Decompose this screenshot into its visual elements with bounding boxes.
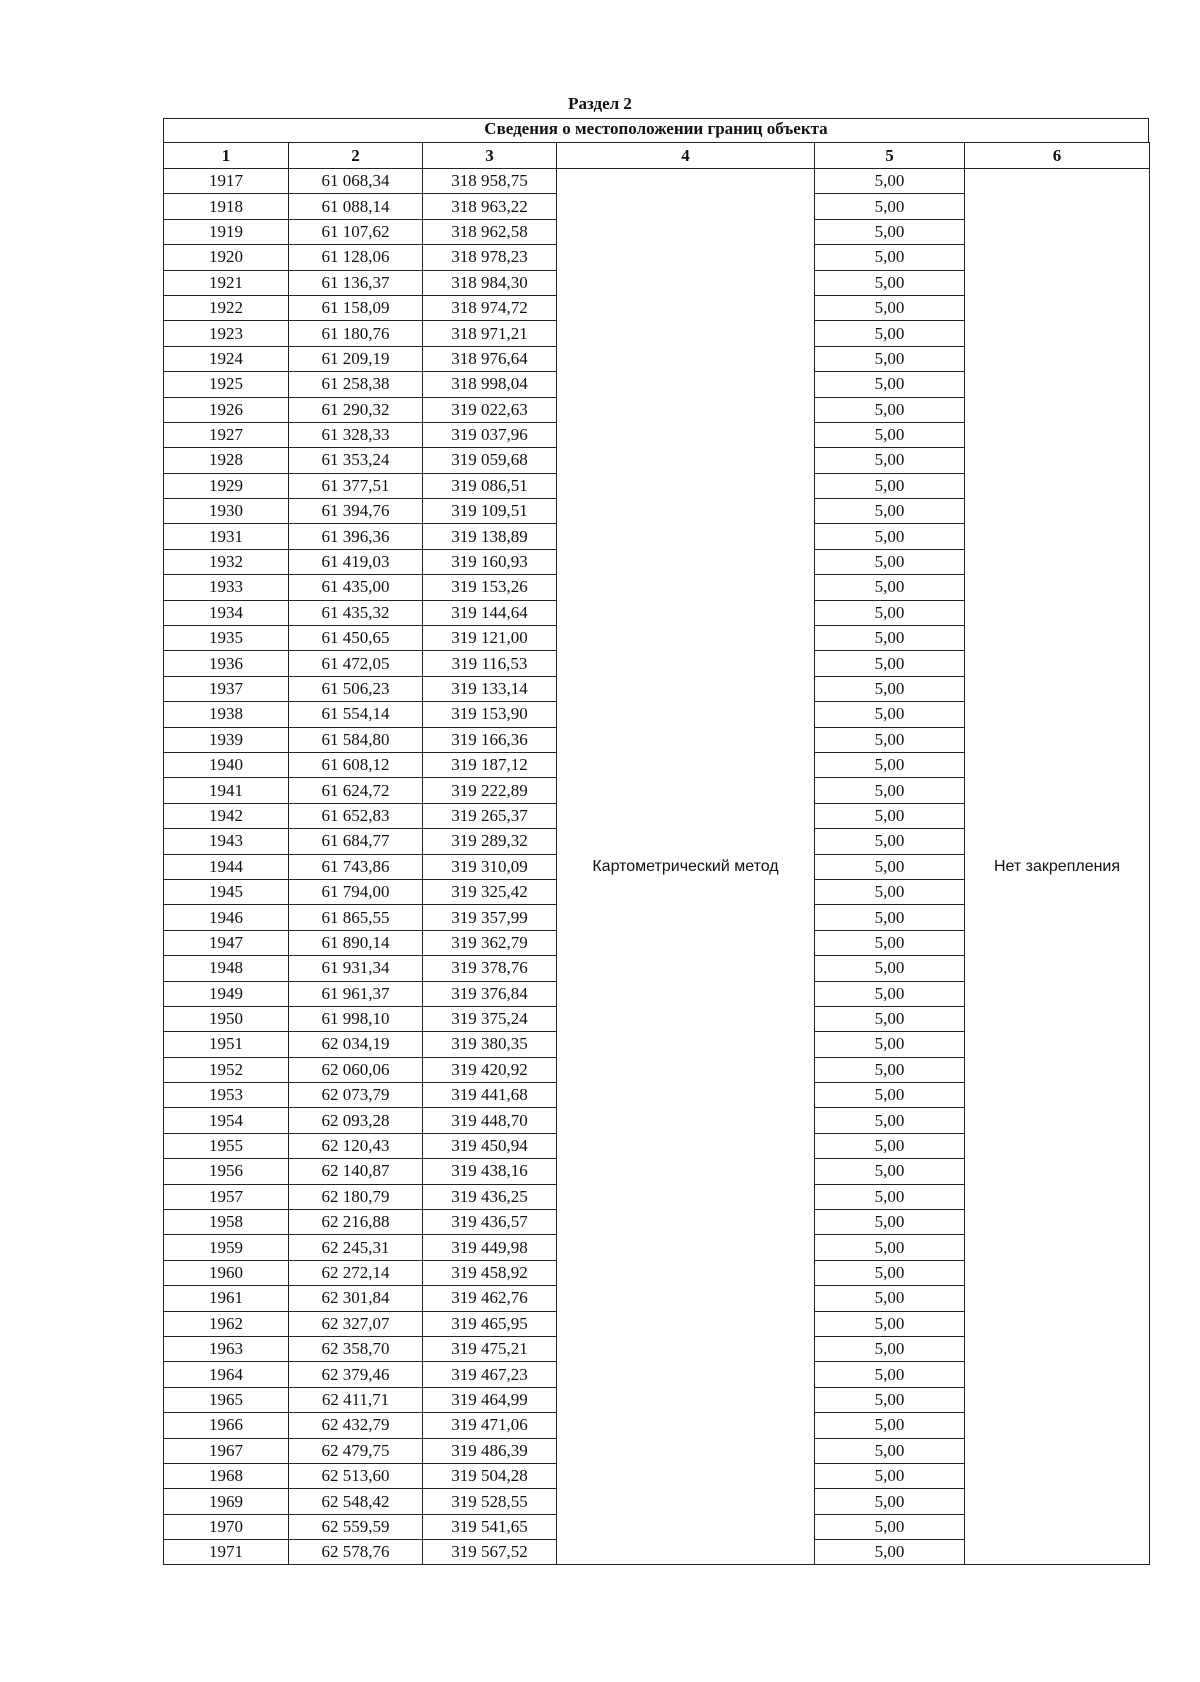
accuracy-value: 5,00 — [815, 245, 965, 270]
coordinate-x: 61 890,14 — [289, 930, 423, 955]
point-number: 1961 — [164, 1286, 289, 1311]
coordinate-y: 319 362,79 — [423, 930, 557, 955]
coordinate-y: 318 976,64 — [423, 346, 557, 371]
point-number: 1922 — [164, 295, 289, 320]
point-number: 1918 — [164, 194, 289, 219]
coordinate-y: 319 436,25 — [423, 1184, 557, 1209]
accuracy-value: 5,00 — [815, 295, 965, 320]
coordinate-x: 61 353,24 — [289, 448, 423, 473]
point-number: 1957 — [164, 1184, 289, 1209]
coordinate-y: 318 971,21 — [423, 321, 557, 346]
boundary-coordinates-table — [163, 142, 1150, 1565]
coordinate-y: 319 528,55 — [423, 1489, 557, 1514]
accuracy-value: 5,00 — [815, 194, 965, 219]
coordinate-y: 318 984,30 — [423, 270, 557, 295]
accuracy-value: 5,00 — [815, 676, 965, 701]
accuracy-value: 5,00 — [815, 1438, 965, 1463]
accuracy-value: 5,00 — [815, 219, 965, 244]
point-number: 1953 — [164, 1083, 289, 1108]
coordinate-y: 319 325,42 — [423, 879, 557, 904]
point-number: 1963 — [164, 1336, 289, 1361]
point-number: 1970 — [164, 1514, 289, 1539]
point-number: 1954 — [164, 1108, 289, 1133]
accuracy-value: 5,00 — [815, 321, 965, 346]
point-number: 1937 — [164, 676, 289, 701]
point-number: 1962 — [164, 1311, 289, 1336]
point-number: 1951 — [164, 1032, 289, 1057]
coordinate-y: 319 567,52 — [423, 1540, 557, 1565]
coordinate-x: 62 093,28 — [289, 1108, 423, 1133]
method-cell: Картометрический метод — [557, 169, 815, 1565]
coordinate-x: 61 652,83 — [289, 803, 423, 828]
coordinate-x: 61 506,23 — [289, 676, 423, 701]
point-number: 1945 — [164, 879, 289, 904]
section-title: Раздел 2 — [568, 94, 632, 113]
coordinate-x: 62 548,42 — [289, 1489, 423, 1514]
coordinate-y: 319 475,21 — [423, 1336, 557, 1361]
coordinate-x: 61 435,00 — [289, 575, 423, 600]
point-number: 1935 — [164, 626, 289, 651]
coordinate-y: 319 153,90 — [423, 702, 557, 727]
coordinate-x: 61 684,77 — [289, 829, 423, 854]
coordinate-x: 61 290,32 — [289, 397, 423, 422]
coordinate-y: 319 420,92 — [423, 1057, 557, 1082]
coordinate-y: 319 222,89 — [423, 778, 557, 803]
accuracy-value: 5,00 — [815, 1311, 965, 1336]
coordinate-y: 318 958,75 — [423, 169, 557, 194]
accuracy-value: 5,00 — [815, 1286, 965, 1311]
accuracy-value: 5,00 — [815, 727, 965, 752]
coordinate-y: 319 166,36 — [423, 727, 557, 752]
point-number: 1919 — [164, 219, 289, 244]
coordinate-x: 62 140,87 — [289, 1159, 423, 1184]
coordinate-y: 318 974,72 — [423, 295, 557, 320]
coordinate-y: 318 998,04 — [423, 372, 557, 397]
coordinate-x: 61 128,06 — [289, 245, 423, 270]
point-number: 1955 — [164, 1133, 289, 1158]
point-number: 1924 — [164, 346, 289, 371]
coordinate-y: 319 449,98 — [423, 1235, 557, 1260]
coordinate-x: 62 216,88 — [289, 1210, 423, 1235]
accuracy-value: 5,00 — [815, 854, 965, 879]
coordinate-x: 62 559,59 — [289, 1514, 423, 1539]
accuracy-value: 5,00 — [815, 956, 965, 981]
coordinate-y: 319 464,99 — [423, 1387, 557, 1412]
coordinate-x: 62 358,70 — [289, 1336, 423, 1361]
coordinate-y: 319 116,53 — [423, 651, 557, 676]
coordinate-x: 62 379,46 — [289, 1362, 423, 1387]
accuracy-value: 5,00 — [815, 1184, 965, 1209]
coordinate-x: 61 931,34 — [289, 956, 423, 981]
coordinate-y: 319 436,57 — [423, 1210, 557, 1235]
coordinate-x: 62 301,84 — [289, 1286, 423, 1311]
coordinate-y: 319 109,51 — [423, 499, 557, 524]
coordinate-y: 319 153,26 — [423, 575, 557, 600]
accuracy-value: 5,00 — [815, 448, 965, 473]
coordinate-x: 61 328,33 — [289, 422, 423, 447]
coordinate-y: 319 059,68 — [423, 448, 557, 473]
accuracy-value: 5,00 — [815, 626, 965, 651]
point-number: 1932 — [164, 549, 289, 574]
coordinate-y: 319 022,63 — [423, 397, 557, 422]
point-number: 1971 — [164, 1540, 289, 1565]
accuracy-value: 5,00 — [815, 752, 965, 777]
point-number: 1948 — [164, 956, 289, 981]
coordinate-y: 318 978,23 — [423, 245, 557, 270]
accuracy-value: 5,00 — [815, 422, 965, 447]
accuracy-value: 5,00 — [815, 1387, 965, 1412]
accuracy-value: 5,00 — [815, 600, 965, 625]
accuracy-value: 5,00 — [815, 778, 965, 803]
point-number: 1930 — [164, 499, 289, 524]
accuracy-value: 5,00 — [815, 499, 965, 524]
accuracy-value: 5,00 — [815, 473, 965, 498]
point-number: 1969 — [164, 1489, 289, 1514]
coordinate-x: 61 377,51 — [289, 473, 423, 498]
point-number: 1965 — [164, 1387, 289, 1412]
coordinate-x: 61 180,76 — [289, 321, 423, 346]
point-number: 1933 — [164, 575, 289, 600]
point-number: 1931 — [164, 524, 289, 549]
accuracy-value: 5,00 — [815, 397, 965, 422]
accuracy-value: 5,00 — [815, 1006, 965, 1031]
coordinate-x: 62 034,19 — [289, 1032, 423, 1057]
accuracy-value: 5,00 — [815, 1336, 965, 1361]
accuracy-value: 5,00 — [815, 1057, 965, 1082]
accuracy-value: 5,00 — [815, 905, 965, 930]
column-header-3: 3 — [423, 143, 557, 169]
accuracy-value: 5,00 — [815, 1083, 965, 1108]
coordinate-y: 319 121,00 — [423, 626, 557, 651]
point-number: 1929 — [164, 473, 289, 498]
coordinate-y: 319 289,32 — [423, 829, 557, 854]
point-number: 1920 — [164, 245, 289, 270]
coordinate-y: 319 376,84 — [423, 981, 557, 1006]
coordinate-y: 318 962,58 — [423, 219, 557, 244]
point-number: 1940 — [164, 752, 289, 777]
accuracy-value: 5,00 — [815, 981, 965, 1006]
accuracy-value: 5,00 — [815, 1235, 965, 1260]
point-number: 1939 — [164, 727, 289, 752]
point-number: 1967 — [164, 1438, 289, 1463]
point-number: 1949 — [164, 981, 289, 1006]
point-number: 1925 — [164, 372, 289, 397]
accuracy-value: 5,00 — [815, 651, 965, 676]
coordinate-y: 319 380,35 — [423, 1032, 557, 1057]
accuracy-value: 5,00 — [815, 803, 965, 828]
accuracy-value: 5,00 — [815, 1540, 965, 1565]
coordinate-y: 319 441,68 — [423, 1083, 557, 1108]
column-header-5: 5 — [815, 143, 965, 169]
accuracy-value: 5,00 — [815, 524, 965, 549]
point-number: 1944 — [164, 854, 289, 879]
point-number: 1921 — [164, 270, 289, 295]
accuracy-value: 5,00 — [815, 1133, 965, 1158]
point-number: 1938 — [164, 702, 289, 727]
coordinate-y: 319 465,95 — [423, 1311, 557, 1336]
point-number: 1960 — [164, 1260, 289, 1285]
accuracy-value: 5,00 — [815, 346, 965, 371]
coordinate-x: 61 961,37 — [289, 981, 423, 1006]
accuracy-value: 5,00 — [815, 1489, 965, 1514]
coordinate-x: 62 060,06 — [289, 1057, 423, 1082]
point-number: 1959 — [164, 1235, 289, 1260]
coordinate-y: 319 450,94 — [423, 1133, 557, 1158]
accuracy-value: 5,00 — [815, 1032, 965, 1057]
coordinate-y: 319 160,93 — [423, 549, 557, 574]
accuracy-value: 5,00 — [815, 270, 965, 295]
coordinate-x: 61 554,14 — [289, 702, 423, 727]
coordinate-x: 62 073,79 — [289, 1083, 423, 1108]
coordinate-x: 61 472,05 — [289, 651, 423, 676]
accuracy-value: 5,00 — [815, 1260, 965, 1285]
coordinate-y: 319 471,06 — [423, 1413, 557, 1438]
accuracy-value: 5,00 — [815, 372, 965, 397]
accuracy-value: 5,00 — [815, 829, 965, 854]
point-number: 1927 — [164, 422, 289, 447]
coordinate-x: 61 136,37 — [289, 270, 423, 295]
accuracy-value: 5,00 — [815, 1210, 965, 1235]
coordinate-x: 61 088,14 — [289, 194, 423, 219]
coordinate-x: 61 998,10 — [289, 1006, 423, 1031]
point-number: 1917 — [164, 169, 289, 194]
coordinate-x: 62 272,14 — [289, 1260, 423, 1285]
coordinate-y: 319 462,76 — [423, 1286, 557, 1311]
point-number: 1926 — [164, 397, 289, 422]
accuracy-value: 5,00 — [815, 930, 965, 955]
accuracy-value: 5,00 — [815, 575, 965, 600]
coordinate-y: 319 378,76 — [423, 956, 557, 981]
point-number: 1950 — [164, 1006, 289, 1031]
coordinate-y: 319 265,37 — [423, 803, 557, 828]
accuracy-value: 5,00 — [815, 1463, 965, 1488]
point-number: 1952 — [164, 1057, 289, 1082]
point-number: 1958 — [164, 1210, 289, 1235]
coordinate-x: 61 419,03 — [289, 549, 423, 574]
table-subtitle: Сведения о местоположении границ объекта — [163, 118, 1149, 142]
accuracy-value: 5,00 — [815, 1159, 965, 1184]
coordinate-x: 61 743,86 — [289, 854, 423, 879]
coordinate-y: 319 187,12 — [423, 752, 557, 777]
point-number: 1964 — [164, 1362, 289, 1387]
coordinate-y: 319 037,96 — [423, 422, 557, 447]
coordinate-x: 62 578,76 — [289, 1540, 423, 1565]
fixation-cell: Нет закрепления — [965, 169, 1150, 1565]
coordinate-y: 319 133,14 — [423, 676, 557, 701]
accuracy-value: 5,00 — [815, 1413, 965, 1438]
coordinate-y: 319 458,92 — [423, 1260, 557, 1285]
point-number: 1941 — [164, 778, 289, 803]
point-number: 1946 — [164, 905, 289, 930]
coordinate-x: 61 107,62 — [289, 219, 423, 244]
coordinate-y: 319 138,89 — [423, 524, 557, 549]
table-row — [164, 169, 1150, 194]
coordinate-y: 319 144,64 — [423, 600, 557, 625]
coordinate-x: 61 258,38 — [289, 372, 423, 397]
accuracy-value: 5,00 — [815, 169, 965, 194]
header-row — [164, 143, 1150, 169]
point-number: 1942 — [164, 803, 289, 828]
coordinate-x: 62 327,07 — [289, 1311, 423, 1336]
coordinate-x: 61 068,34 — [289, 169, 423, 194]
coordinate-x: 61 608,12 — [289, 752, 423, 777]
column-header-6: 6 — [965, 143, 1150, 169]
column-header-2: 2 — [289, 143, 423, 169]
coordinate-x: 61 394,76 — [289, 499, 423, 524]
column-header-4: 4 — [557, 143, 815, 169]
coordinate-y: 319 086,51 — [423, 473, 557, 498]
coordinate-x: 61 209,19 — [289, 346, 423, 371]
accuracy-value: 5,00 — [815, 702, 965, 727]
point-number: 1923 — [164, 321, 289, 346]
coordinate-y: 319 486,39 — [423, 1438, 557, 1463]
coordinate-x: 61 158,09 — [289, 295, 423, 320]
accuracy-value: 5,00 — [815, 879, 965, 904]
coordinate-x: 61 584,80 — [289, 727, 423, 752]
coordinate-y: 319 310,09 — [423, 854, 557, 879]
accuracy-value: 5,00 — [815, 1108, 965, 1133]
coordinate-x: 62 245,31 — [289, 1235, 423, 1260]
coordinate-x: 62 513,60 — [289, 1463, 423, 1488]
coordinate-x: 61 396,36 — [289, 524, 423, 549]
coordinate-x: 62 180,79 — [289, 1184, 423, 1209]
table-body — [164, 169, 1150, 1565]
point-number: 1966 — [164, 1413, 289, 1438]
coordinate-y: 319 375,24 — [423, 1006, 557, 1031]
coordinate-x: 62 432,79 — [289, 1413, 423, 1438]
coordinate-y: 319 467,23 — [423, 1362, 557, 1387]
coordinate-x: 61 435,32 — [289, 600, 423, 625]
coordinate-y: 319 357,99 — [423, 905, 557, 930]
point-number: 1947 — [164, 930, 289, 955]
coordinate-x: 61 865,55 — [289, 905, 423, 930]
coordinate-x: 62 120,43 — [289, 1133, 423, 1158]
coordinate-y: 319 438,16 — [423, 1159, 557, 1184]
point-number: 1956 — [164, 1159, 289, 1184]
accuracy-value: 5,00 — [815, 1362, 965, 1387]
coordinate-y: 319 448,70 — [423, 1108, 557, 1133]
point-number: 1934 — [164, 600, 289, 625]
accuracy-value: 5,00 — [815, 549, 965, 574]
point-number: 1968 — [164, 1463, 289, 1488]
point-number: 1943 — [164, 829, 289, 854]
coordinate-x: 61 794,00 — [289, 879, 423, 904]
coordinate-x: 61 450,65 — [289, 626, 423, 651]
coordinate-y: 318 963,22 — [423, 194, 557, 219]
coordinate-y: 319 541,65 — [423, 1514, 557, 1539]
coordinate-x: 62 411,71 — [289, 1387, 423, 1412]
accuracy-value: 5,00 — [815, 1514, 965, 1539]
coordinate-x: 61 624,72 — [289, 778, 423, 803]
coordinate-y: 319 504,28 — [423, 1463, 557, 1488]
point-number: 1936 — [164, 651, 289, 676]
column-header-1: 1 — [164, 143, 289, 169]
point-number: 1928 — [164, 448, 289, 473]
coordinate-x: 62 479,75 — [289, 1438, 423, 1463]
